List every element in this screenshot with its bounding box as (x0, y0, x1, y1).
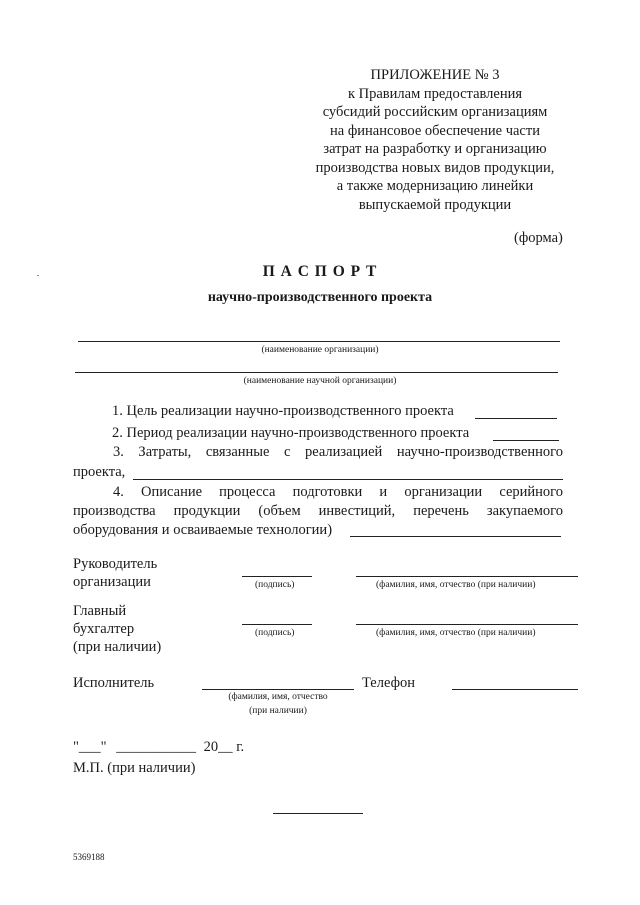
document-subtitle: научно-производственного проекта (207, 290, 433, 305)
month-field[interactable]: ___________ (116, 739, 196, 755)
phone-label: Телефон (362, 675, 415, 691)
head-name-caption: (фамилия, имя, отчество (при наличии) (376, 580, 536, 590)
close-quote: " (100, 739, 107, 755)
item-4-line1 (73, 484, 563, 501)
accountant-label-line3: (при наличии) (73, 639, 162, 655)
sci-org-name-caption: (наименование научной организации) (243, 376, 397, 386)
document-title: П А С П О Р Т (262, 263, 378, 280)
item-4-field[interactable] (350, 536, 561, 537)
item-2-field[interactable] (493, 440, 559, 441)
appendix-line: к Правилам предоставления (347, 85, 523, 102)
org-name-field[interactable] (78, 341, 560, 342)
head-label-line2: организации (73, 574, 151, 590)
stamp-label: М.П. (при наличии) (73, 760, 196, 776)
phone-field[interactable] (452, 689, 578, 690)
form-label: (форма) (514, 230, 563, 246)
appendix-line: а также модернизацию линейки (336, 178, 534, 194)
date-line (73, 739, 244, 756)
accountant-signature-caption: (подпись) (255, 628, 295, 638)
accountant-signature-field[interactable] (242, 624, 312, 625)
appendix-title: ПРИЛОЖЕНИЕ № 3 (370, 67, 500, 83)
appendix-line: на финансовое обеспечение части (330, 122, 540, 139)
appendix-line: субсидий российским организациям (322, 104, 548, 120)
appendix-header (300, 66, 570, 214)
item-3-line1 (73, 444, 563, 461)
accountant-name-caption: (фамилия, имя, отчество (при наличии) (376, 628, 536, 638)
item-1-field[interactable] (475, 418, 557, 419)
head-name-field[interactable] (356, 576, 578, 577)
appendix-line: выпускаемой продукции (358, 196, 512, 213)
scan-artifact (37, 275, 39, 276)
item-1-label: 1. Цель реализации научно-производственного проекта (112, 403, 454, 419)
accountant-label-line1: Главный (73, 603, 127, 619)
document-code: 5369188 (73, 852, 105, 862)
day-field[interactable]: ___ (78, 739, 101, 755)
appendix-line: производства новых видов продукции, (315, 159, 555, 176)
year-text: 20__ г. (203, 739, 245, 755)
accountant-label-line2: бухгалтер (73, 621, 135, 637)
org-name-caption: (наименование организации) (261, 345, 379, 355)
item-3-field[interactable] (133, 479, 563, 480)
item-2-label: 2. Период реализации научно-производственного проекта (112, 425, 470, 441)
item-3-line2: проекта, (73, 464, 126, 480)
bottom-divider (273, 813, 363, 814)
item-3-text: 3. Затраты, связанные с реализацией научно-производственного (113, 444, 563, 460)
head-label-line1: Руководитель (73, 556, 158, 572)
item-4-line3: оборудования и осваиваемые технологии) (73, 522, 333, 538)
executor-caption-line1: (фамилия, имя, отчество (228, 692, 328, 702)
executor-label: Исполнитель (73, 675, 155, 691)
item-4-line2: производства продукции (объем инвестиций, перечень закупаемого (73, 503, 563, 519)
item-4-text: 4. Описание процесса подготовки и организации серийного (113, 484, 563, 500)
accountant-name-field[interactable] (356, 624, 578, 625)
sci-org-name-field[interactable] (75, 372, 558, 373)
head-signature-caption: (подпись) (255, 580, 295, 590)
head-signature-field[interactable] (242, 576, 312, 577)
executor-caption-line2: (при наличии) (249, 706, 307, 716)
appendix-line: затрат на разработку и организацию (323, 141, 547, 157)
executor-name-field[interactable] (202, 689, 354, 690)
open-quote: " (73, 739, 79, 755)
